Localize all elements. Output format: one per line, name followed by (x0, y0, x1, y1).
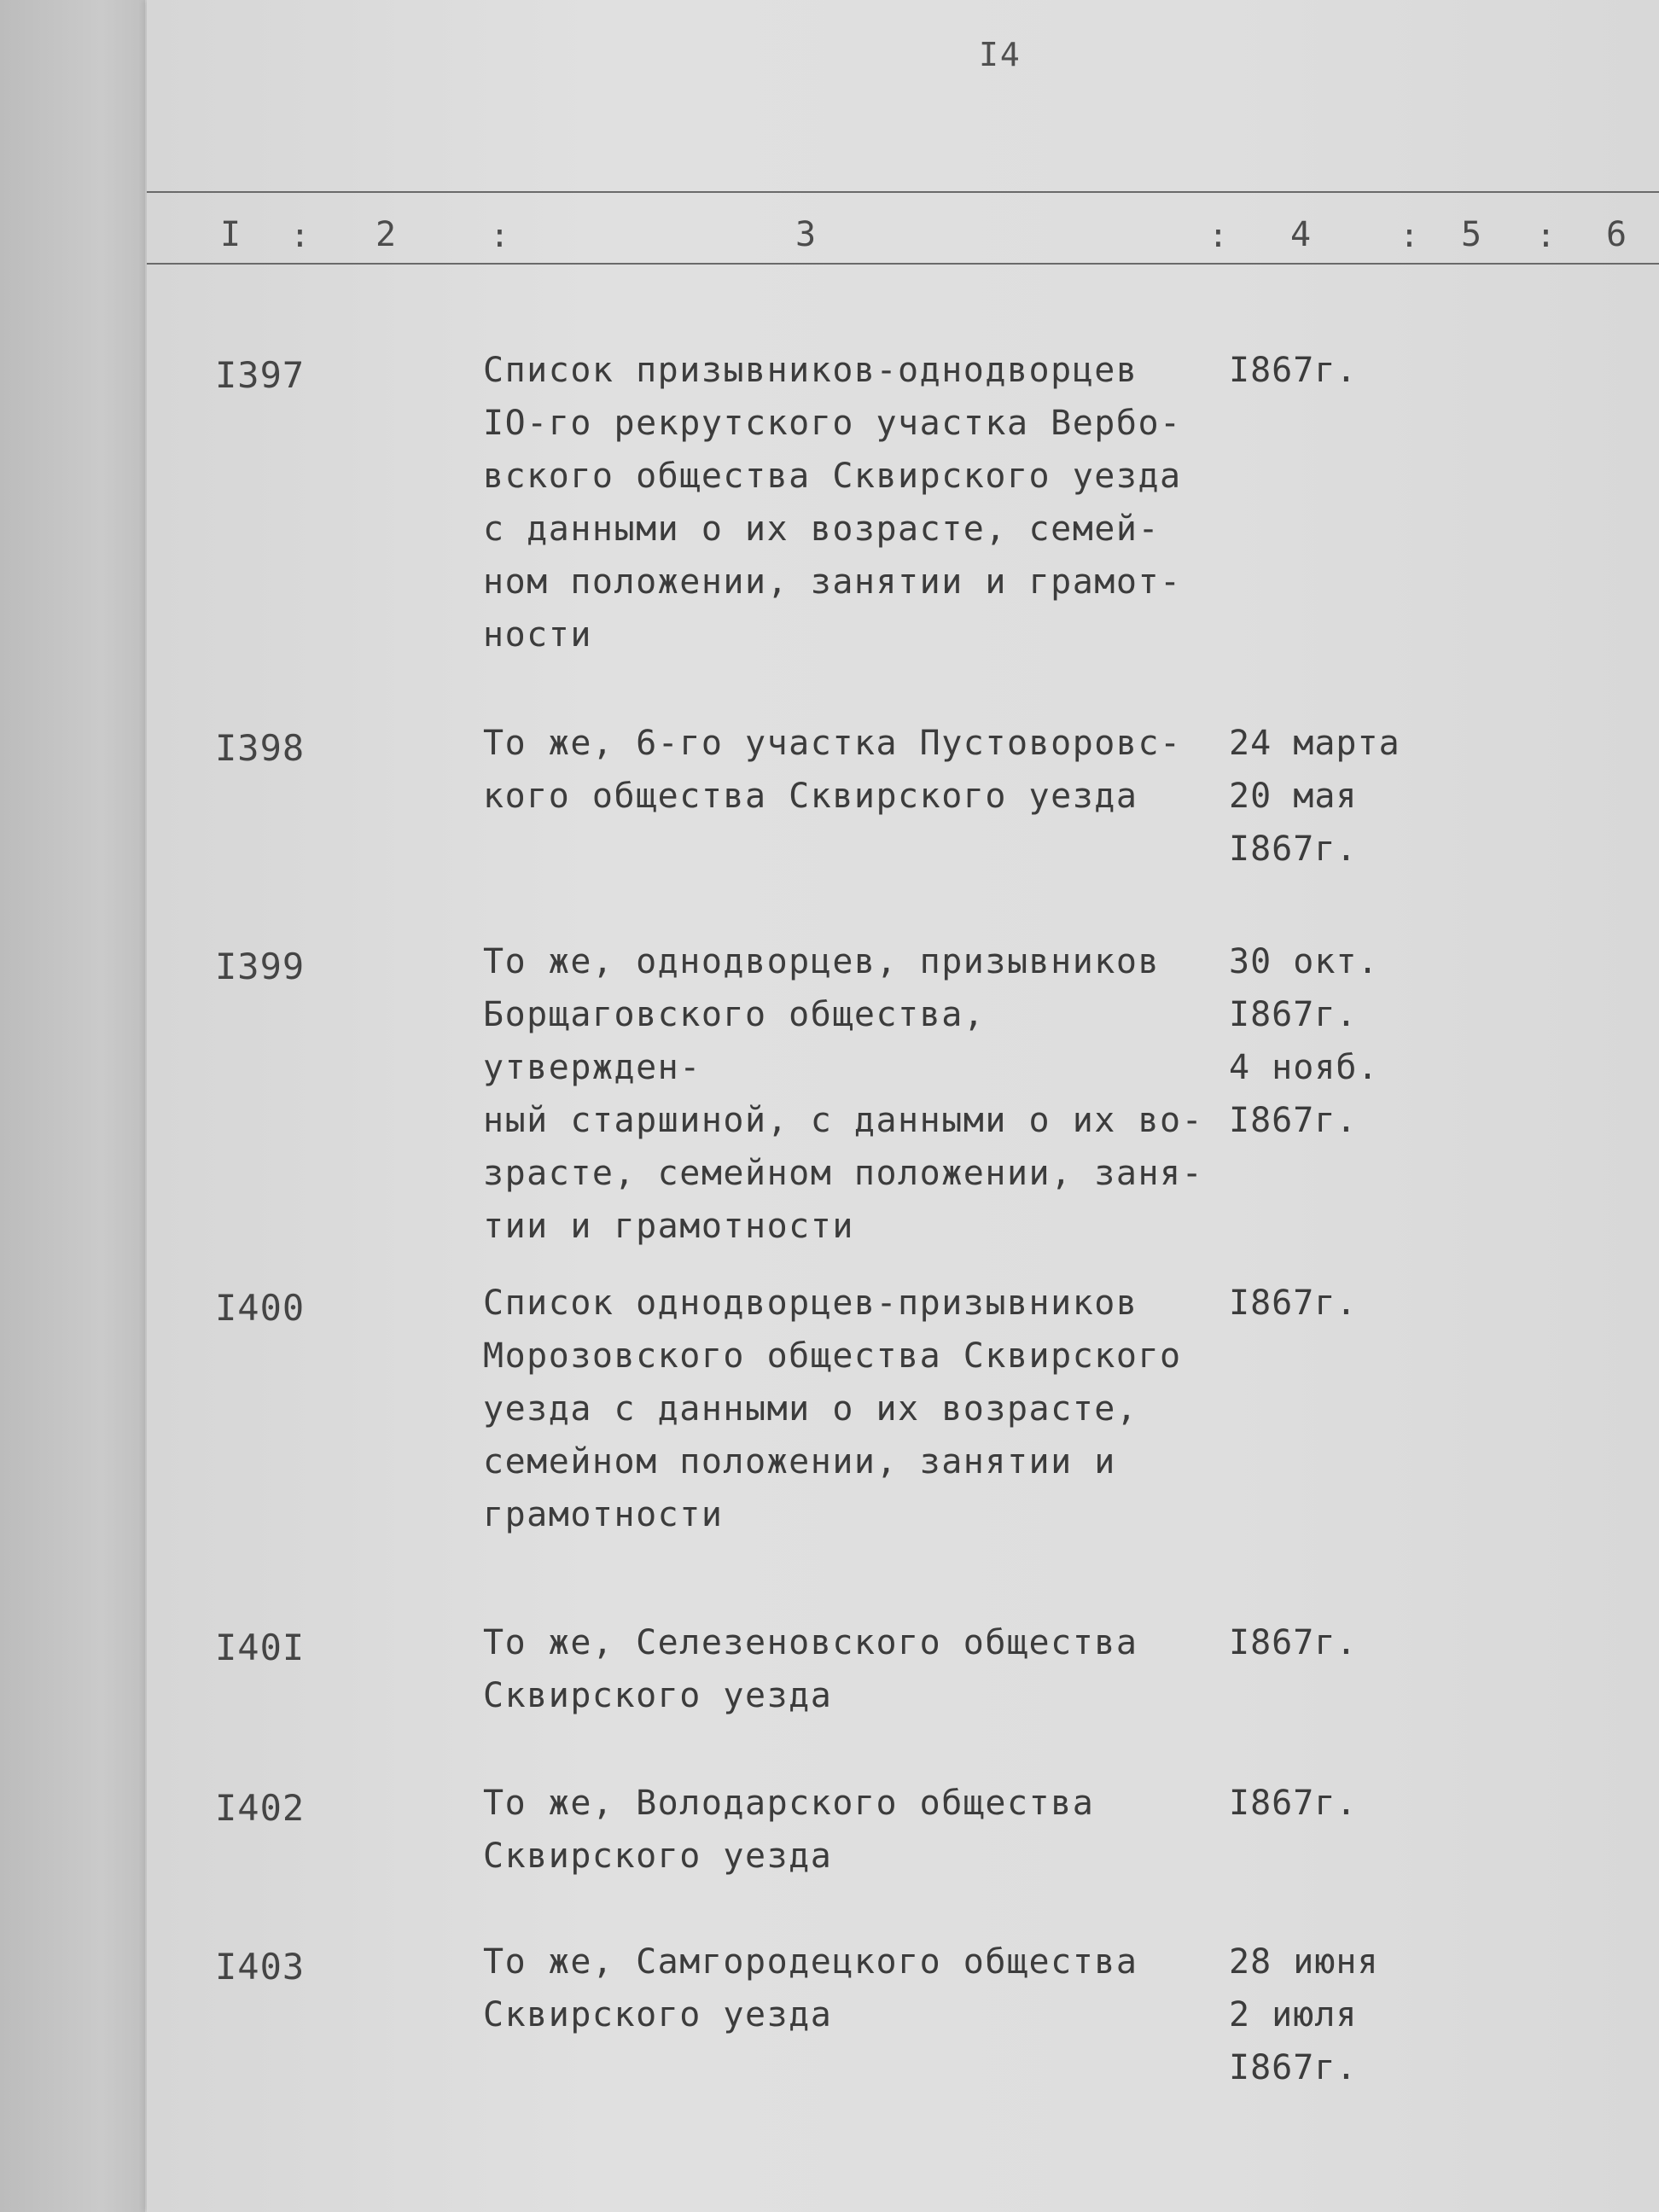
column-separator: : (490, 217, 509, 254)
entry-number: I397 (215, 354, 306, 396)
header-bottom-rule (147, 263, 1659, 265)
entry-number: I402 (215, 1787, 306, 1829)
entry-date: I867г. (1229, 351, 1358, 390)
entry-date: I867г. (1229, 1623, 1358, 1662)
previous-page-edge (0, 0, 145, 2212)
entry-description: То же, Селезеновского общества Сквирского уезда (483, 1623, 1138, 1715)
entry-date: 28 июня 2 июля I867г. (1229, 1942, 1379, 2087)
entry-date: 30 окт. I867г. 4 нояб. I867г. (1229, 942, 1379, 1140)
entry-number: I40I (215, 1627, 306, 1668)
column-number-5: 5 (1461, 215, 1482, 254)
entry-description: То же, 6-го участка Пустоворовс- кого общества Сквирского уезда (483, 724, 1182, 816)
entry-number: I399 (215, 946, 306, 987)
entry-date: I867г. (1229, 1784, 1358, 1823)
entry-description: Список призывников-однодворцев IО-го рекрутского участка Вербо- вского общества Сквирского уезда с данными о их возрасте, семей- ном положении, занятии и грамот- ности (483, 351, 1182, 655)
entry-date: 24 марта 20 мая I867г. (1229, 724, 1400, 869)
header-top-rule (147, 191, 1659, 193)
column-number-2: 2 (375, 215, 397, 254)
column-number-1: I (220, 215, 242, 254)
entry-number: I400 (215, 1287, 306, 1329)
sheet-number: I4 (979, 36, 1022, 73)
column-number-4: 4 (1290, 215, 1312, 254)
column-separator: : (1400, 217, 1419, 254)
column-separator: : (1208, 217, 1228, 254)
entry-description: То же, однодворцев, призывников Борщаговского общества, утвержден- ный старшиной, с данными о их во- зрасте, семейном положении, заня- тии и грамотности (483, 942, 1204, 1246)
entry-description: То же, Самгородецкого общества Сквирского уезда (483, 1942, 1138, 2034)
entry-number: I398 (215, 727, 306, 769)
column-number-6: 6 (1606, 215, 1627, 254)
column-header (147, 191, 1659, 268)
entry-description: То же, Володарского общества Сквирского уезда (483, 1784, 1095, 1876)
entry-description: Список однодворцев-призывников Морозовского общества Сквирского уезда с данными о их возрасте, семейном положении, занятии и грамотности (483, 1284, 1182, 1534)
column-separator: : (290, 217, 310, 254)
column-number-3: 3 (795, 215, 817, 254)
column-separator: : (1536, 217, 1556, 254)
entry-number: I403 (215, 1946, 306, 1988)
entry-date: I867г. (1229, 1284, 1358, 1323)
